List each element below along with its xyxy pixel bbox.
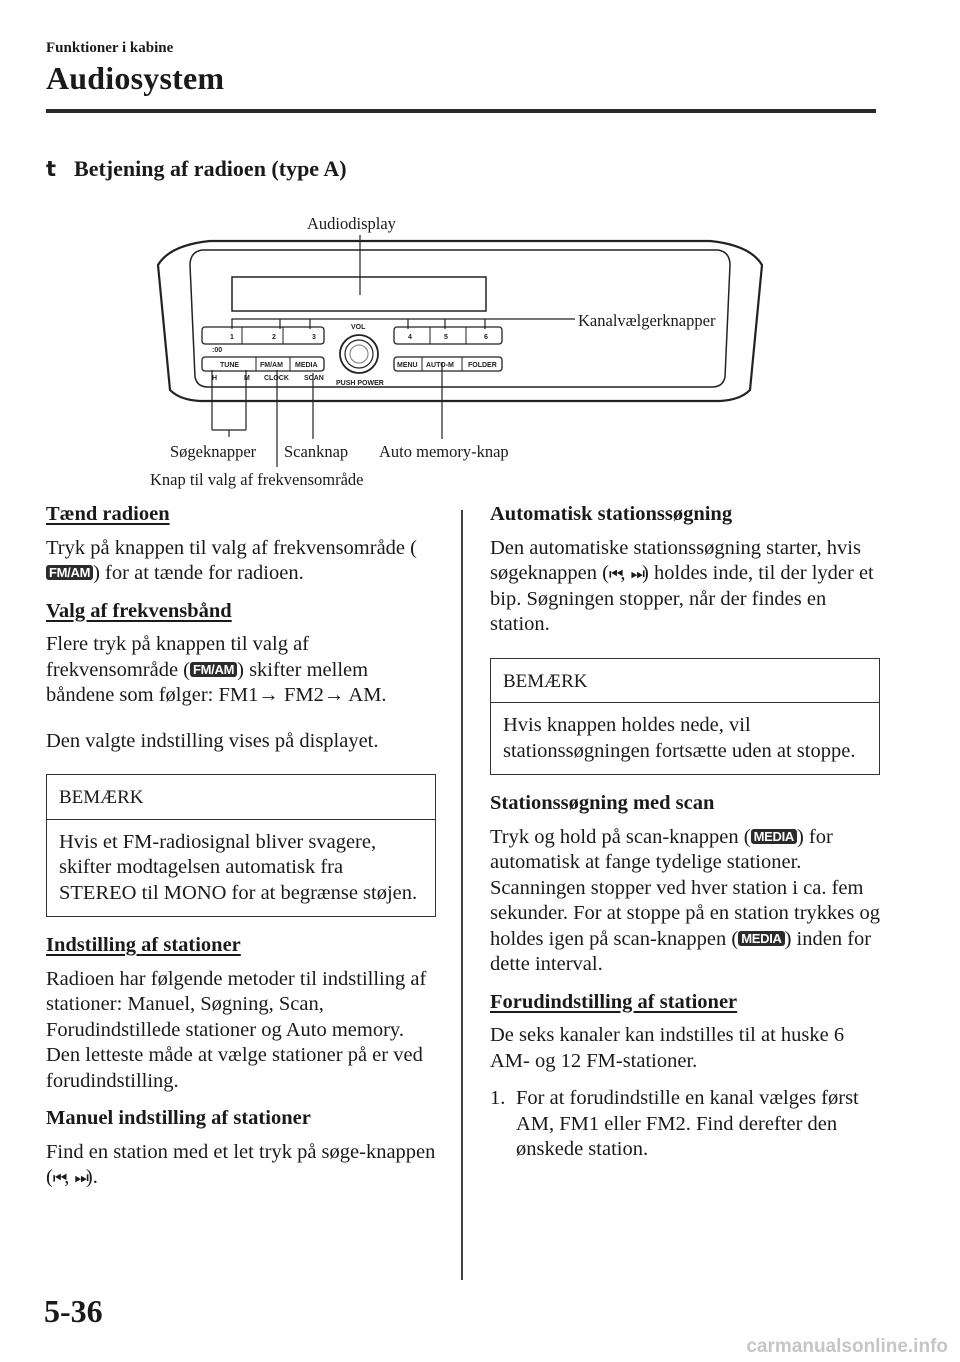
left-column xyxy=(46,502,436,1203)
page-title: Audiosystem xyxy=(46,60,225,96)
heading-manuel-indstilling: Manuel indstilling af stationer xyxy=(46,1107,311,1129)
note-box-fm xyxy=(46,774,436,917)
paragraph-display: Den valgte indstilling vises på displayet. xyxy=(46,729,379,752)
next-track-icon: ⏭ xyxy=(630,564,643,583)
colon00-label: :00 xyxy=(212,347,223,354)
page-number: 5-36 xyxy=(44,1293,103,1329)
section-heading-text: Betjening af radioen (type A) xyxy=(74,156,347,181)
media-label: MEDIA xyxy=(295,362,318,369)
paragraph-scan: Tryk og hold på scan-knappen ( MEDIA ) for automatisk at fange tydelige stationer. Scanningen stopper ved hver station i ca. fem sekunder. For at stoppe på en station trykkes og holdes igen på scan-knappen ( MEDIA ) inden for dette interval. xyxy=(490,825,881,975)
note-title: BEMÆRK xyxy=(47,775,435,820)
label-scanknap: Scanknap xyxy=(284,442,349,461)
note-body: Hvis et FM-radiosignal bliver svagere, skifter modtagelsen automatisk fra STEREO til MONO for at begrænse støjen. xyxy=(59,830,418,904)
auto-m-label: AUTO-M xyxy=(426,362,454,369)
radio-diagram xyxy=(140,205,780,495)
label-auto-memory: Auto memory-knap xyxy=(379,442,509,461)
column-divider xyxy=(461,510,463,1280)
media-button-icon: MEDIA xyxy=(751,829,797,844)
arrow-icon: → xyxy=(258,684,279,706)
list-item xyxy=(490,1086,880,1163)
fm-am-button-icon: FM/AM xyxy=(46,565,93,580)
paragraph-frekvensbaand: Flere tryk på knappen til valg af frekvensområde ( FM/AM ) skifter mellem båndene som følger: FM1→ FM2→ AM. xyxy=(46,633,387,706)
radio-panel-illustration xyxy=(140,205,780,495)
label-frekvens: Knap til valg af frekvensområde xyxy=(150,470,364,489)
heading-taend-radioen: Tænd radioen xyxy=(46,503,170,525)
preset-6-label: 6 xyxy=(484,334,488,341)
heading-automatisk-soegning: Automatisk stationssøgning xyxy=(490,503,733,525)
preset-2-label: 2 xyxy=(272,334,276,341)
folder-label: FOLDER xyxy=(468,362,497,369)
fm-am-label: FM/AM xyxy=(260,362,283,369)
clock-label: CLOCK xyxy=(264,375,289,382)
arrow-icon: → xyxy=(323,684,345,706)
list-number: 1. xyxy=(490,1087,506,1109)
right-column xyxy=(490,502,880,1163)
note-box-soegning xyxy=(490,658,880,776)
section-heading xyxy=(46,156,347,182)
paragraph-manuel: Find en station med et let tryk på søge-knappen (⏮, ⏭). xyxy=(46,1140,436,1188)
paragraph-metoder: Radioen har følgende metoder til indstilling af stationer: Manuel, Søgning, Scan, Forudindstillede stationer og Auto memory. Den letteste måde at vælge stationer på er ved forudindstilling. xyxy=(46,967,427,1092)
preset-1-label: 1 xyxy=(230,334,234,341)
preset-row-right xyxy=(394,327,502,344)
volume-knob xyxy=(336,324,384,387)
h-label: H xyxy=(212,375,218,382)
note-body: Hvis knappen holdes nede, vil stationssøgningen fortsætte uden at stoppe. xyxy=(503,714,856,762)
audio-display xyxy=(232,277,486,311)
note-title: BEMÆRK xyxy=(491,659,879,704)
push-power-label: PUSH POWER xyxy=(336,380,384,387)
lower-left-buttons xyxy=(202,357,324,382)
leader-lines xyxy=(212,235,575,467)
preset-row-left xyxy=(202,327,324,354)
lower-right-buttons xyxy=(394,357,502,371)
media-button-icon: MEDIA xyxy=(738,931,784,946)
preset-4-label: 4 xyxy=(408,334,412,341)
heading-forudindstilling: Forudindstilling af stationer xyxy=(490,990,738,1013)
heading-valg-frekvensbaand: Valg af frekvensbånd xyxy=(46,599,232,622)
prev-track-icon: ⏮ xyxy=(608,564,621,583)
prev-track-icon: ⏮ xyxy=(52,1168,65,1187)
vol-label: VOL xyxy=(351,324,366,331)
watermark: carmanualsonline.info xyxy=(746,1336,948,1357)
scan-label: SCAN xyxy=(304,375,324,382)
preset-5-label: 5 xyxy=(444,334,448,341)
tune-label: TUNE xyxy=(220,362,240,369)
m-label: M xyxy=(244,375,250,382)
title-rule xyxy=(46,109,876,113)
heading-scan: Stationssøgning med scan xyxy=(490,792,715,814)
list-text: For at forudindstille en kanal vælges først AM, FM1 eller FM2. Find derefter den ønskede station. xyxy=(516,1087,859,1160)
fm-am-button-icon: FM/AM xyxy=(190,662,237,677)
label-soegeknapper: Søgeknapper xyxy=(170,442,257,461)
paragraph-automatisk: Den automatiske stationssøgning starter, hvis søgeknappen (⏮, ⏭) holdes inde, til der lyder et bip. Søgningen stopper, når der findes en station. xyxy=(490,536,874,635)
label-audiodisplay: Audiodisplay xyxy=(307,214,396,233)
menu-label: MENU xyxy=(397,362,418,369)
section-marker-icon: t xyxy=(46,157,57,181)
next-track-icon: ⏭ xyxy=(74,1168,86,1187)
paragraph-taend: Tryk på knappen til valg af frekvensområde (FM/AM ) for at tænde for radioen. xyxy=(46,536,417,584)
section-label: Funktioner i kabine xyxy=(46,40,174,56)
label-kanalvaelger: Kanalvælgerknapper xyxy=(578,311,716,330)
heading-indstilling-stationer: Indstilling af stationer xyxy=(46,934,241,956)
preset-3-label: 3 xyxy=(312,334,316,341)
paragraph-forudindstilling: De seks kanaler kan indstilles til at huske 6 AM- og 12 FM-stationer. xyxy=(490,1024,845,1072)
